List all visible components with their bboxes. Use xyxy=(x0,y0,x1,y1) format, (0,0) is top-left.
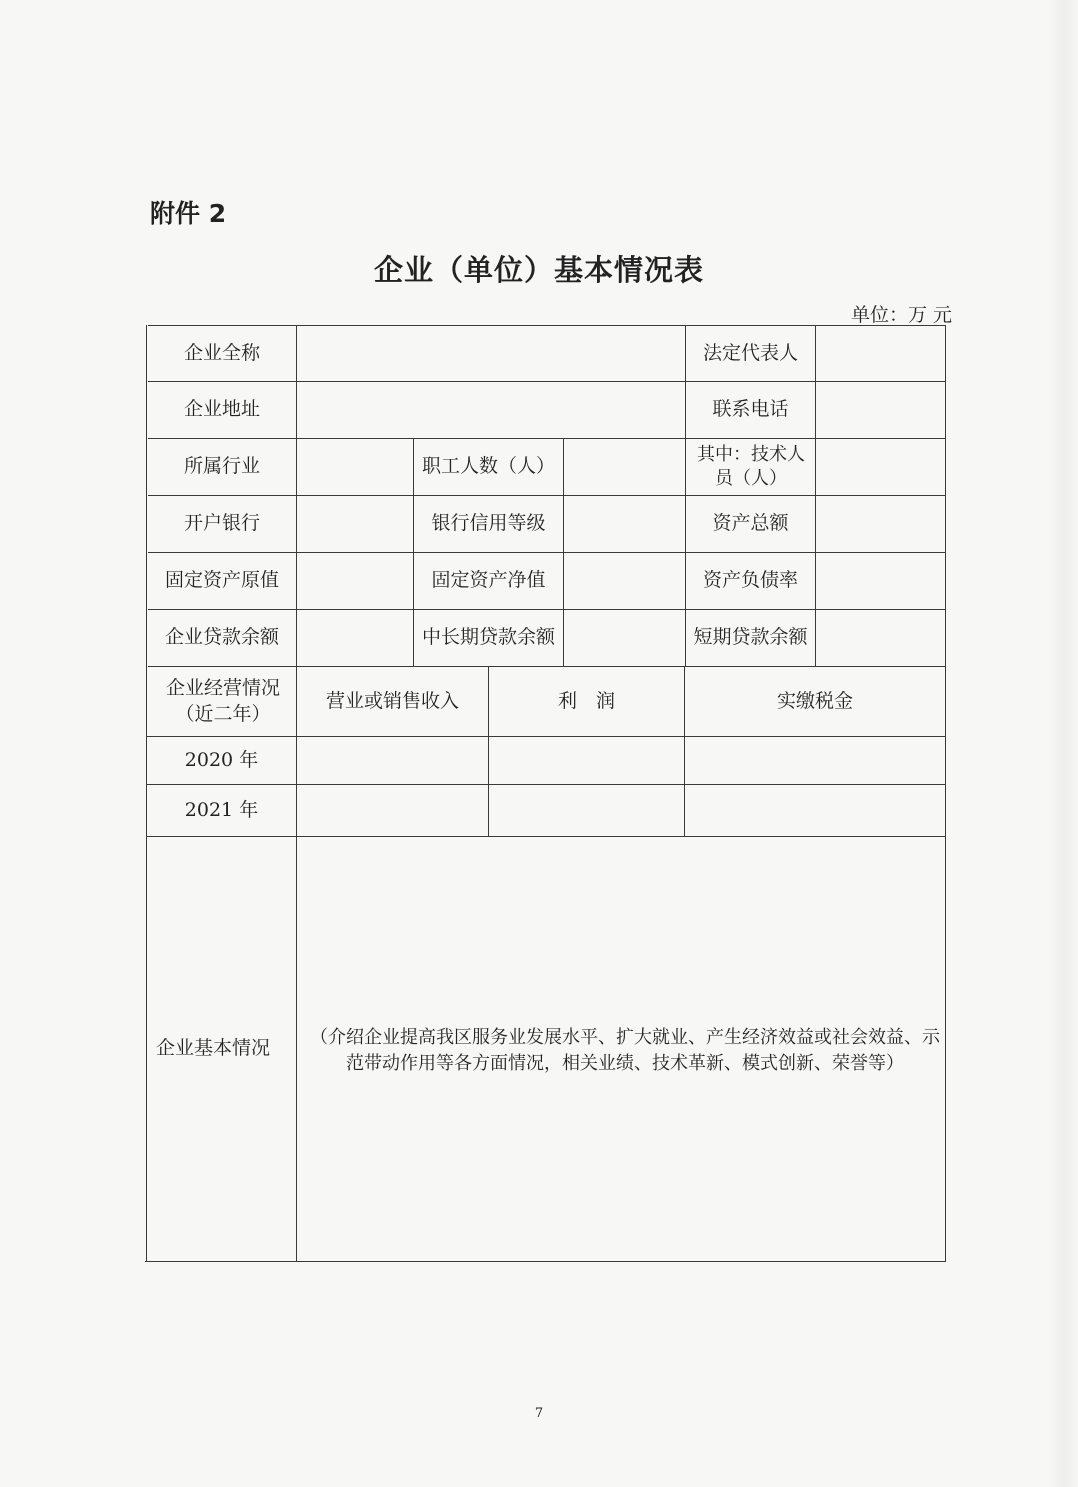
table-border-right xyxy=(945,325,946,1261)
basic-info-label: 企业基本情况 xyxy=(155,1037,270,1060)
industry-label: 所属行业 xyxy=(183,455,260,478)
year-2020-label: 2020 年 xyxy=(184,748,259,771)
long-loan-label: 中长期贷款余额 xyxy=(421,626,555,649)
unit-label: 单位：万 元 xyxy=(851,304,953,326)
fixed-assets-net-label: 固定资产净值 xyxy=(431,569,546,592)
total-assets-label: 资产总额 xyxy=(712,512,789,535)
form-title: 企业（单位）基本情况表 xyxy=(373,253,704,287)
phone-label: 联系电话 xyxy=(712,398,789,421)
attachment-label: 附件 2 xyxy=(150,199,227,228)
table-line xyxy=(296,325,297,1261)
page-fold-shadow xyxy=(1048,0,1078,1487)
basic-info-hint: （介绍企业提高我区服务业发展水平、扩大就业、产生经济效益或社会效益、示范带动作用等各方面情况，相关业绩、技术革新、模式创新、荣誉等） xyxy=(310,1026,940,1074)
loan-balance-label: 企业贷款余额 xyxy=(164,626,279,649)
credit-grade-label: 银行信用等级 xyxy=(431,512,546,535)
legal-rep-label: 法定代表人 xyxy=(702,341,798,364)
tax-header: 实缴税金 xyxy=(776,689,853,712)
page-number: 7 xyxy=(534,1406,544,1421)
tech-staff-label: 其中：技术人员（人） xyxy=(697,443,805,489)
revenue-header: 营业或销售收入 xyxy=(325,689,459,712)
year-2021-label: 2021 年 xyxy=(184,798,259,821)
bank-label: 开户银行 xyxy=(183,512,260,535)
debt-ratio-label: 资产负债率 xyxy=(702,569,798,592)
profit-header: 利 润 xyxy=(557,689,615,712)
operation-label: 企业经营情况（近二年） xyxy=(165,676,280,725)
short-loan-label: 短期贷款余额 xyxy=(693,626,808,649)
table-border-bottom xyxy=(145,1261,946,1262)
table-line xyxy=(563,438,564,666)
address-label: 企业地址 xyxy=(183,398,260,421)
company-name-label: 企业全称 xyxy=(183,341,260,364)
table-line xyxy=(815,325,816,666)
fixed-assets-original-label: 固定资产原值 xyxy=(164,569,279,592)
staff-count-label: 职工人数（人） xyxy=(421,455,555,478)
